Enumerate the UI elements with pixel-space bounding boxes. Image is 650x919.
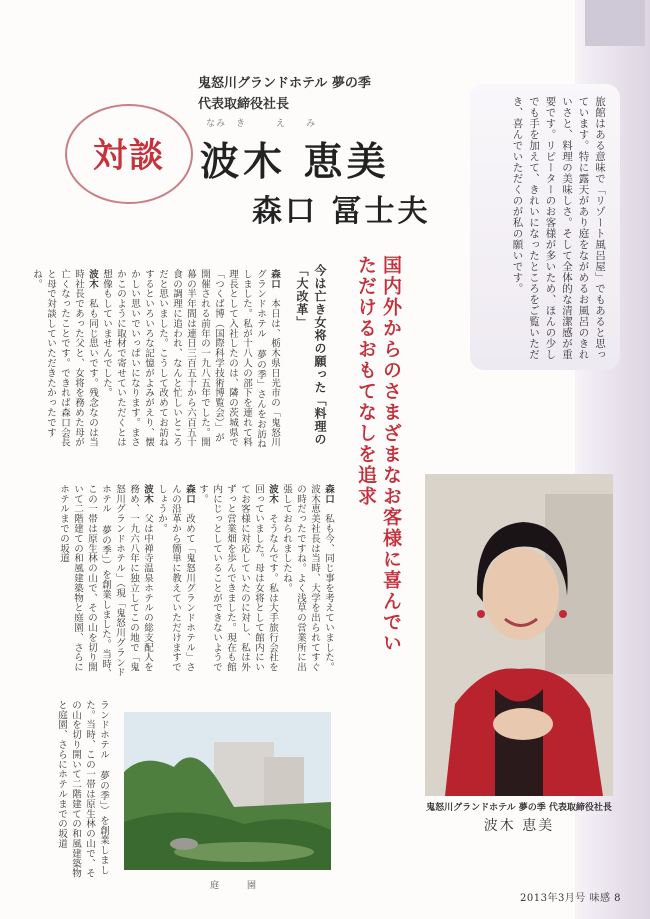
speech-text: 父は中禅寺温泉ホテルの総支配人を務め、一九六八年に独立してこの地で「鬼怒川グランドホテル」（現「鬼怒川グランドホテル 夢の季」）を創業しました。当時、この一帯は原生林の山で、その山を切り開いて二階建ての和風建築物と庭園、さらにホテルまでの坂道 — [58, 484, 153, 679]
name-ruby: なみ き え み — [206, 119, 317, 129]
garden-illustration — [124, 712, 331, 870]
speech-text: 改めて「鬼怒川グランドホテル」さんの沿革から簡単に教えていただけますでしょうか。 — [156, 484, 195, 673]
portrait-photo — [425, 474, 613, 796]
hotel-name: 鬼怒川グランドホテル 夢の季 — [198, 76, 371, 91]
article-column-1 — [31, 269, 281, 449]
section-tab — [585, 0, 645, 46]
photo-caption-title: 鬼怒川グランドホテル 夢の季 代表取締役社長 — [426, 803, 612, 813]
speaker-label: 波木 — [87, 269, 98, 289]
portrait-illustration — [425, 474, 613, 796]
speaker-label: 波木 — [142, 484, 153, 504]
speech-text: 本日は、栃木県日光市の「鬼怒川グランドホテル 夢の季」さんをお訪ねしました。私が十八人の部下を連れて料理長として入社したのは、隣の茨城県で「つくば博（国際科学技術博覧会）」が開催される前年の一九八五年でした。開幕の半年間は連日三百五十から六百五十食の調理に追われ、なんと忙しいところだと思いました。こうして改めてお訪ねするといろいろな記憶がよみがえり、懐かしい思いでいっぱいになります。まさかこのように取材で寄せていただくとは想像もしていませんでした。 — [101, 269, 280, 449]
article-column-3 — [46, 484, 196, 679]
page-footer: 2013年3月号 味感 8 — [520, 893, 622, 904]
article-column-2 — [197, 484, 335, 679]
speech-text: 私も同じ思いです。残念なのは当時社長であった父と、女将を務めた母が亡くなったことです。できれば森口会長と母で対談していただきたかったですね。 — [31, 269, 98, 448]
article-column-4: ランドホテル 夢の季」）を創業しました。当時、この一帯は原生林の山で、その山を切り開いて二階建ての和風建築物と庭園、さらにホテルまでの坂道 — [56, 700, 109, 879]
speech-text: そうなんです。私は大手旅行会社を回っていました。母は女将として館内にいてお客様に対応していたのに対し、私は外ずっと営業畑を歩んできました。現在も館内にじっとしていることができないようです。 — [197, 484, 278, 673]
role-title: 代表取締役社長 — [198, 97, 290, 112]
interviewer-name: 森口 冨士夫 — [252, 194, 431, 229]
page-title: 対談 — [93, 136, 165, 176]
quote-text: 旅館はある意味で「リゾート風呂屋」でもあると思っています。特に露天があり庭をながめるお風呂のきれいさと、料理の美味しさ。そして全体的な清潔感が重要です。リピーターのお客様が多いため、ほんの少しでも手を加えて、きれいになったところをご覧いただき、喜んでいただくのが私の願いです。 — [511, 96, 606, 360]
interviewee-name: 波木 恵美 — [200, 139, 390, 185]
speech-text: 私も今、同じ事を考えていました。波木恵美社長は当時、大学を出られてすぐの時だったですね。よく浅草の営業所に出張しておられましたね。 — [281, 484, 334, 673]
subheadline: 今は亡き女将の願った「料理の「大改革」 — [295, 264, 327, 446]
garden-caption: 庭園 — [210, 881, 285, 891]
garden-photo — [124, 712, 331, 870]
speaker-label: 森口 — [269, 269, 280, 289]
speaker-label: 波木 — [267, 484, 278, 504]
headline: 国内外からのさまざまなお客様に喜んでいただけるおもてなしを追求 — [355, 255, 402, 654]
speaker-label: 森口 — [323, 484, 334, 504]
photo-caption-name: 波木 恵美 — [483, 818, 555, 834]
speaker-label: 森口 — [184, 484, 195, 504]
